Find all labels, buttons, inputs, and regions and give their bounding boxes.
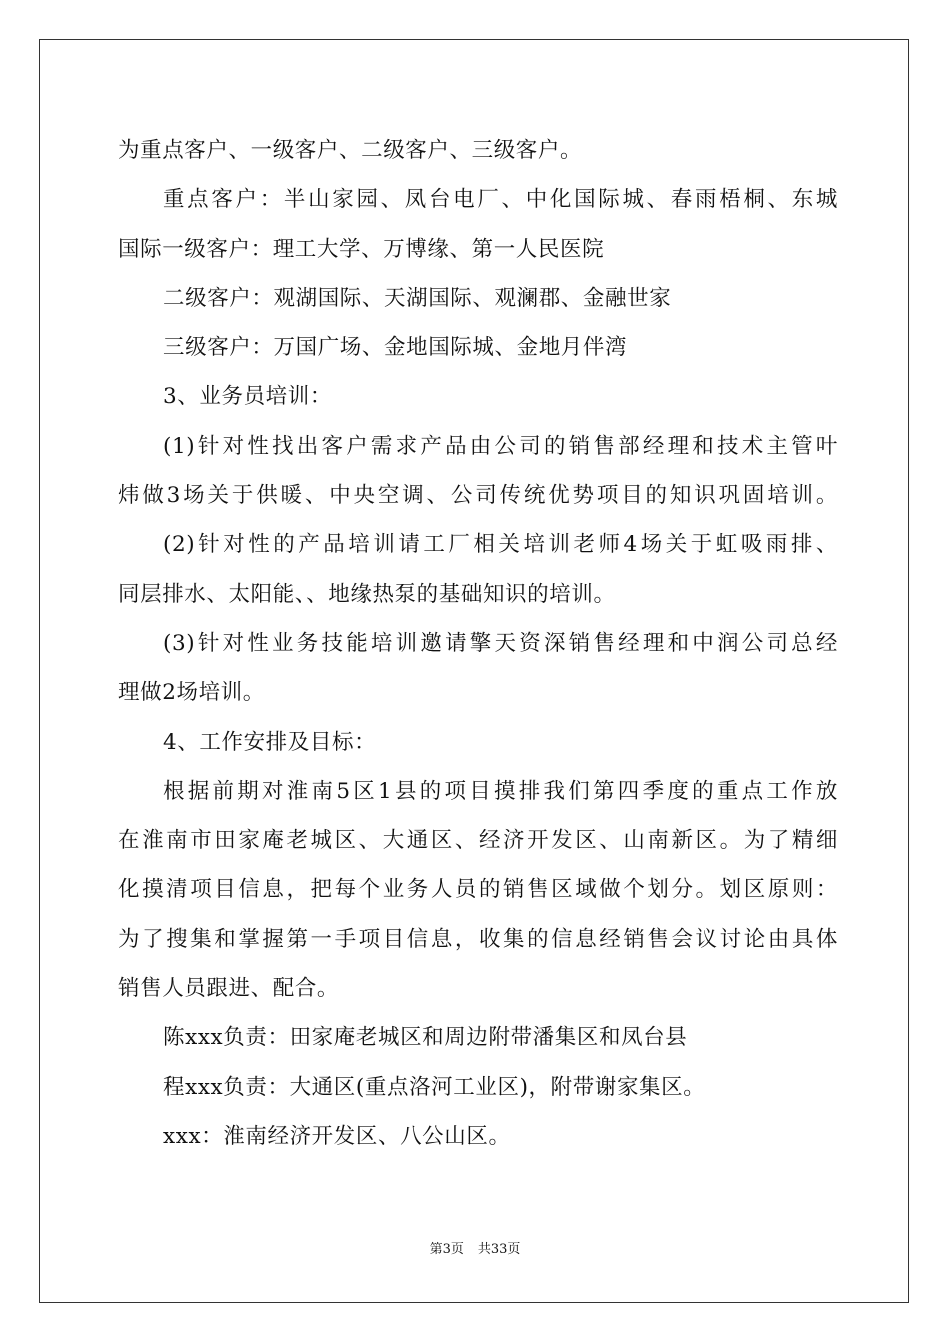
document-body	[118, 126, 838, 1161]
paragraph-line: 化摸清项目信息，把每个业务人员的销售区域做个划分。划区原则：	[118, 877, 838, 903]
paragraph-line: 3、业务员培训：	[163, 384, 332, 410]
paragraph-line: 同层排水、太阳能、、地缘热泵的基础知识的培训。	[118, 581, 616, 607]
paragraph-line: 程xxx负责：大通区(重点洛河工业区)，附带谢家集区。	[163, 1074, 706, 1100]
paragraph-line: 国际一级客户：理工大学、万博缘、第一人民医院	[118, 236, 605, 262]
paragraph-line: (1)针对性找出客户需求产品由公司的销售部经理和技术主管叶	[163, 433, 838, 459]
paragraph-line: 三级客户：万国广场、金地国际城、金地月伴湾	[163, 335, 628, 361]
page-footer	[0, 1238, 950, 1257]
paragraph-line: 二级客户：观湖国际、天湖国际、观澜郡、金融世家	[163, 285, 672, 311]
paragraph-line: (2)针对性的产品培训请工厂相关培训老师4场关于虹吸雨排、	[163, 532, 838, 558]
paragraph-line: 为重点客户、一级客户、二级客户、三级客户。	[118, 138, 583, 163]
paragraph-line: 炜做3场关于供暖、中央空调、公司传统优势项目的知识巩固培训。	[118, 483, 838, 509]
paragraph-line: 理做2场培训。	[118, 680, 265, 706]
paragraph-line: 重点客户：半山家园、凤台电厂、中化国际城、春雨梧桐、东城	[163, 187, 838, 213]
page-number: 第3页	[429, 1242, 464, 1257]
total-pages: 共33页	[477, 1242, 521, 1257]
paragraph-line: (3)针对性业务技能培训邀请擎天资深销售经理和中润公司总经	[163, 630, 838, 656]
paragraph-line: 根据前期对淮南5区1县的项目摸排我们第四季度的重点工作放	[163, 778, 838, 804]
paragraph-line: xxx：淮南经济开发区、八公山区。	[163, 1123, 511, 1149]
paragraph-line: 为了搜集和掌握第一手项目信息，收集的信息经销售会议讨论由具体	[118, 926, 838, 952]
paragraph-line: 销售人员跟进、配合。	[118, 976, 340, 1002]
paragraph-line: 在淮南市田家庵老城区、大通区、经济开发区、山南新区。为了精细	[118, 828, 838, 854]
paragraph-line: 陈xxx负责：田家庵老城区和周边附带潘集区和凤台县	[163, 1025, 688, 1051]
paragraph-line: 4、工作安排及目标：	[163, 729, 377, 755]
